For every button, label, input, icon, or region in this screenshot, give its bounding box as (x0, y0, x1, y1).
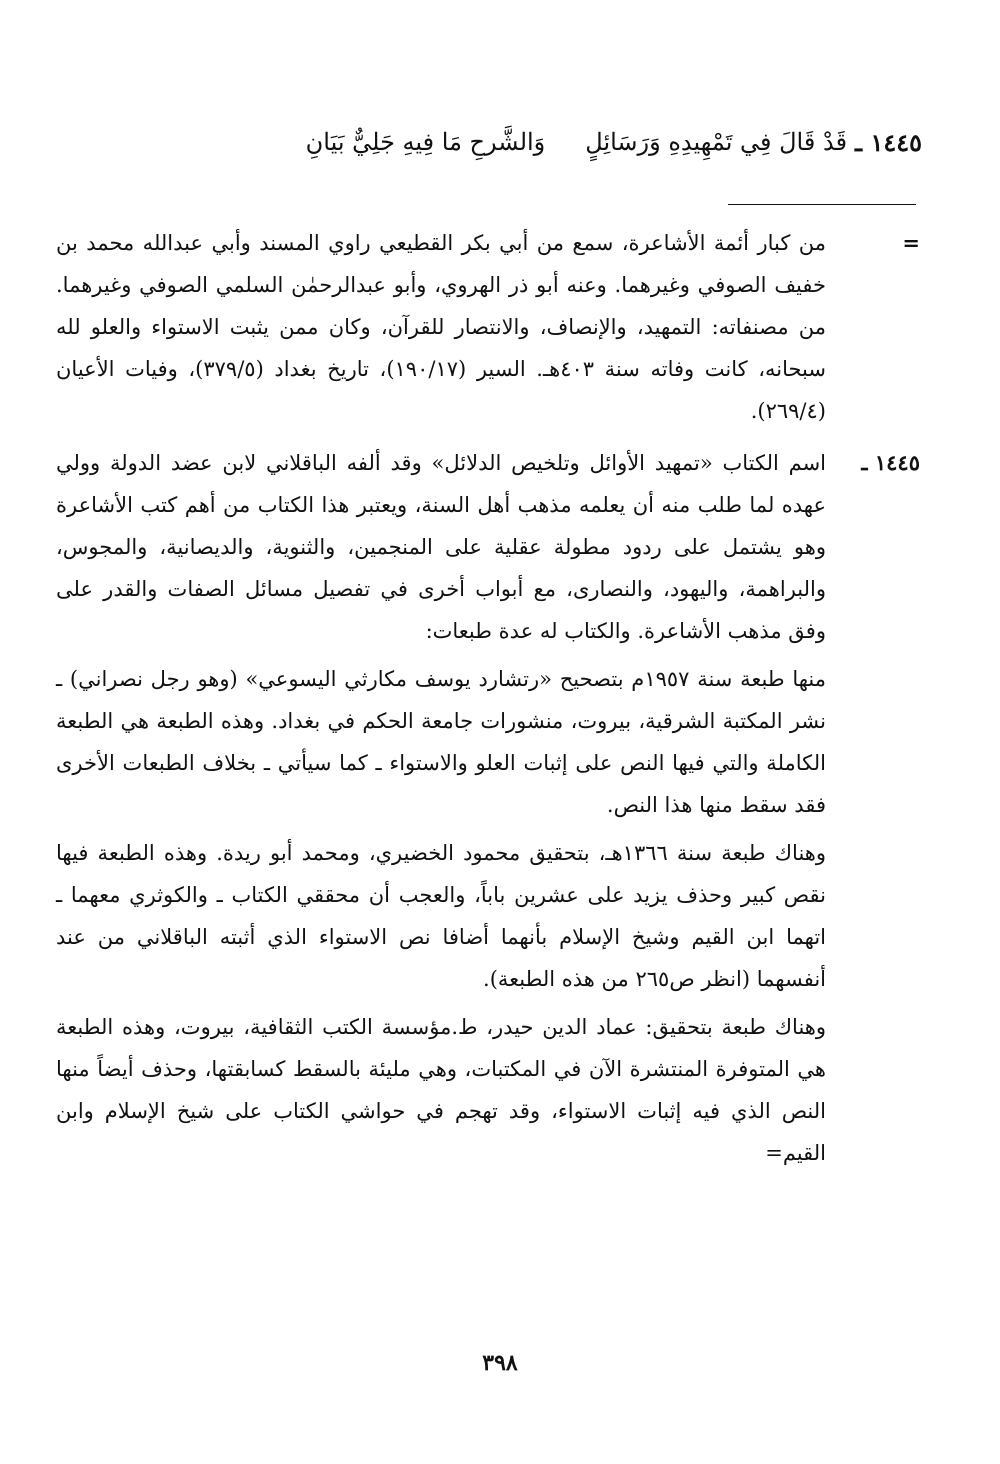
footnote-separator (728, 204, 916, 205)
poem-verse (50, 122, 922, 162)
footnote-body (56, 442, 826, 1180)
footnote-paragraph: منها طبعة سنة ١٩٥٧م بتصحيح «رتشارد يوسف مكارثي اليسوعي» (وهو رجل نصراني) ـ نشر المكتبة الشرقية، بيروت، منشورات جامعة الحكم في بغداد. وهذه الطبعة هي الطبعة الكاملة والتي فيها النص على إثبات العلو والاستواء ـ كما سيأتي ـ بخلاف الطبعات الأخرى فقد سقط منها هذا النص. (56, 667, 826, 817)
footnote-paragraph: اسم الكتاب «تمهيد الأوائل وتلخيص الدلائل» وقد ألفه الباقلاني لابن عضد الدولة وولي عهده لما طلب منه أن يعلمه مذهب أهل السنة، ويعتبر هذا الكتاب من أهم كتب الأشاعرة وهو يشتمل على ردود مطولة عقلية على المنجمين، والثنوية، والديصانية، والمجوس، والبراهمة، واليهود، والنصارى، مع أبواب أخرى في تفصيل مسائل الصفات والقدر على وفق مذهب الأشاعرة. والكتاب له عدة طبعات: (56, 451, 826, 643)
footnote-1445 (56, 442, 920, 1180)
footnote-paragraph: وهناك طبعة سنة ١٣٦٦هـ، بتحقيق محمود الخضيري، ومحمد أبو ريدة. وهذه الطبعة فيها نقص كبير وحذف يزيد على عشرين باباً، والعجب أن محققي الكتاب ـ والكوثري معهما ـ اتهما ابن القيم وشيخ الإسلام بأنهما أضافا نص الاستواء الذي أثبته الباقلاني من عند أنفسهما (انظر ص٢٦٥ من هذه الطبعة). (56, 841, 827, 991)
footnote-marker: ١٤٤٥ ـ (861, 450, 920, 475)
footnote-paragraph: من كبار أئمة الأشاعرة، سمع من أبي بكر القطيعي راوي المسند وأبي عبدالله محمد بن خفيف الصوفي وغيرهما. وعنه أبو ذر الهروي، وأبو عبدالرحمٰن السلمي الصوفي وغيرهما. من مصنفاته: التمهيد، والإنصاف، والانتصار للقرآن، وكان ممن يثبت الاستواء والعلو لله سبحانه، كانت وفاته سنة ٤٠٣هـ. السير (١٩٠/١٧)، تاريخ بغداد (٣٧٩/٥)، وفيات الأعيان (٢٦٩/٤). (56, 231, 826, 423)
footnote-continued (56, 222, 920, 438)
footnote-marker: = (902, 230, 920, 255)
verse-first-hemistich: قَدْ قَالَ فِي تَمْهِيدِهِ وَرَسَائِلٍ (585, 128, 848, 156)
footnote-body (56, 222, 826, 438)
footnotes (56, 222, 920, 1184)
footnote-paragraph: وهناك طبعة بتحقيق: عماد الدين حيدر، ط.مؤسسة الكتب الثقافية، بيروت، وهذه الطبعة هي المتوفرة المنتشرة الآن في المكتبات، وهي مليئة بالسقط كسابقتها، وحذف أيضاً منها النص الذي فيه إثبات الاستواء، وقد تهجم في حواشي الكتاب على شيخ الإسلام وابن القيم= (56, 1015, 826, 1165)
page-number: ٣٩٨ (482, 1350, 518, 1376)
verse-number: ١٤٤٥ ـ (855, 127, 922, 157)
verse-second-hemistich: وَالشَّرحِ مَا فِيهِ جَلِيٌّ بَيَانِ (305, 128, 546, 156)
